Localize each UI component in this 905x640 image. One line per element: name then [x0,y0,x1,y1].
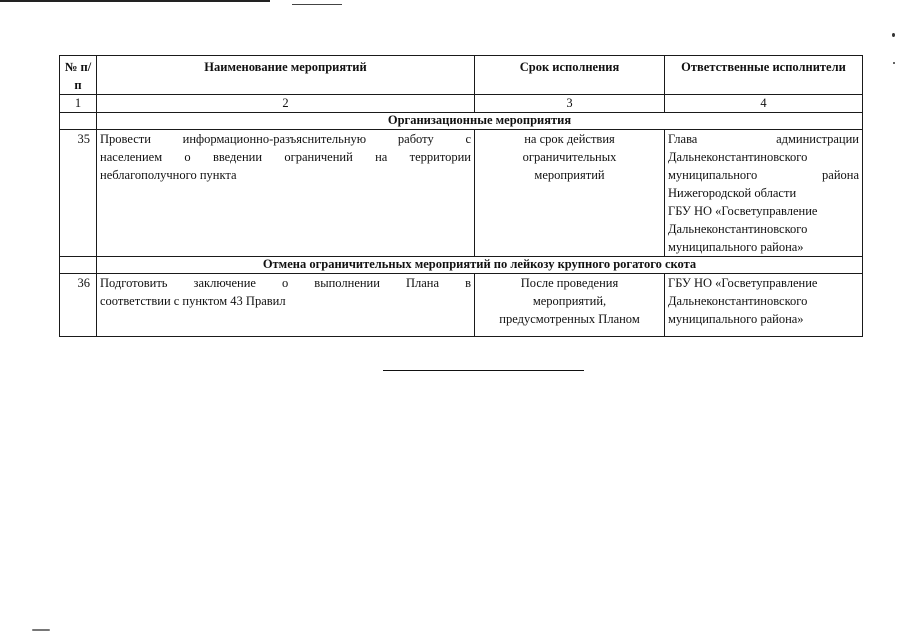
scan-artifact-line [292,4,342,5]
scan-artifact-line [0,0,270,2]
section-row [60,113,863,130]
measure-name [97,274,475,337]
section-title: Организационные мероприятия [97,113,863,130]
header-responsible: Ответственные исполнители [665,56,863,95]
scan-speck [892,33,895,37]
text-line: Подготовить заключение о выполнении Плана в [100,276,471,290]
header-deadline: Срок исполнения [475,56,665,95]
text-line: муниципального района» [668,312,804,326]
column-number: 3 [475,95,665,113]
column-number: 1 [60,95,97,113]
deadline [475,274,665,337]
row-number: 36 [60,274,97,337]
text-line: Провести информационно-разъяснительную работу с [100,132,471,146]
column-number-row [60,95,863,113]
text-line: населением о введении ограничений на территории [100,150,471,164]
text-line: соответствии с пунктом 43 Правил [100,294,286,308]
table-row [60,130,863,257]
text-line: ГБУ НО «Госветуправление [668,204,818,218]
closing-rule [383,370,584,371]
column-number: 2 [97,95,475,113]
measure-name [97,130,475,257]
text-line: муниципального района [668,168,859,182]
text-line: на срок действия [524,132,615,146]
header-name: Наименование мероприятий [97,56,475,95]
text-line: Дальнеконстантиновского [668,294,808,308]
scan-speck [893,62,895,64]
table-row [60,274,863,337]
responsible [665,130,863,257]
row-number: 35 [60,130,97,257]
text-line: Дальнеконстантиновского [668,150,808,164]
deadline [475,130,665,257]
text-line: Дальнеконстантиновского [668,222,808,236]
header-num: № п/п [60,56,97,95]
section-row [60,257,863,274]
text-line: предусмотренных Планом [499,312,640,326]
text-line: Глава администрации [668,132,859,146]
text-line: мероприятий [534,168,605,182]
text-line: Нижегородской области [668,186,797,200]
text-line: неблагополучного пункта [100,168,237,182]
measures-table [59,55,863,337]
scan-speck [32,629,50,631]
table-header-row [60,56,863,95]
text-line: мероприятий, [532,294,607,308]
text-line: После проведения [520,276,619,290]
responsible [665,274,863,337]
text-line: ГБУ НО «Госветуправление [668,276,818,290]
column-number: 4 [665,95,863,113]
text-line: ограничительных [522,150,617,164]
text-line: муниципального района» [668,240,804,254]
section-title: Отмена ограничительных мероприятий по лейкозу крупного рогатого скота [97,257,863,274]
